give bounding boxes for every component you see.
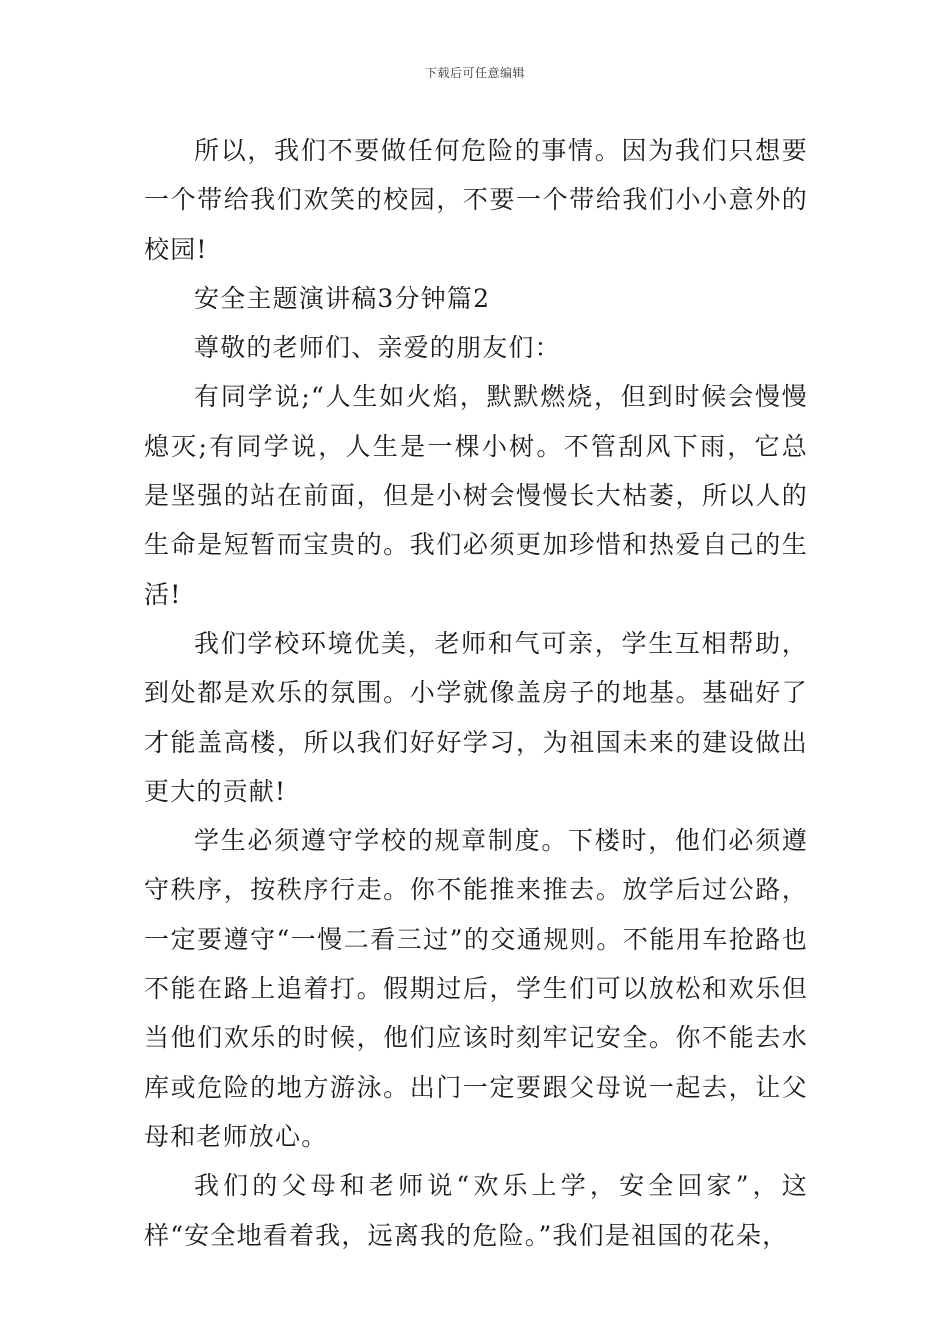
paragraph: 我们学校环境优美，老师和气可亲，学生互相帮助，到处都是欢乐的氛围。小学就像盖房子的地基。基础好了才能盖高楼，所以我们好好学习，为祖国未来的建设做出更大的贡献! xyxy=(144,628,808,806)
paragraph: 学生必须遵守学校的规章制度。下楼时，他们必须遵守秩序，按秩序行走。你不能推来推去。放学后过公路，一定要遵守“一慢二看三过”的交通规则。不能用车抢路也不能在路上追着打。假期过后，学生们可以放松和欢乐但当他们欢乐的时候，他们应该时刻牢记安全。你不能去水库或危险的地方游泳。出门一定要跟父母说一起去，让父母和老师放心。 xyxy=(144,826,808,1151)
section-title: 安全主题演讲稿3分钟篇2 xyxy=(194,283,491,313)
paragraph: 有同学说;“人生如火焰，默默燃烧，但到时候会慢慢熄灭;有同学说，人生是一棵小树。不管刮风下雨，它总是坚强的站在前面，但是小树会慢慢长大枯萎，所以人的生命是短暂而宝贵的。我们必须更加珍惜和热爱自己的生活! xyxy=(144,382,808,609)
paragraph: 我们的父母和老师说“欢乐上学，安全回家”，这样“安全地看着我，远离我的危险。”我们是祖国的花朵， xyxy=(144,1171,808,1250)
salutation: 尊敬的老师们、亲爱的朋友们： xyxy=(194,333,561,363)
document-body xyxy=(144,126,808,1260)
page-header: 下载后可任意编辑 xyxy=(424,66,525,80)
paragraph: 所以，我们不要做任何危险的事情。因为我们只想要一个带给我们欢笑的校园，不要一个带给我们小小意外的校园! xyxy=(144,136,808,264)
